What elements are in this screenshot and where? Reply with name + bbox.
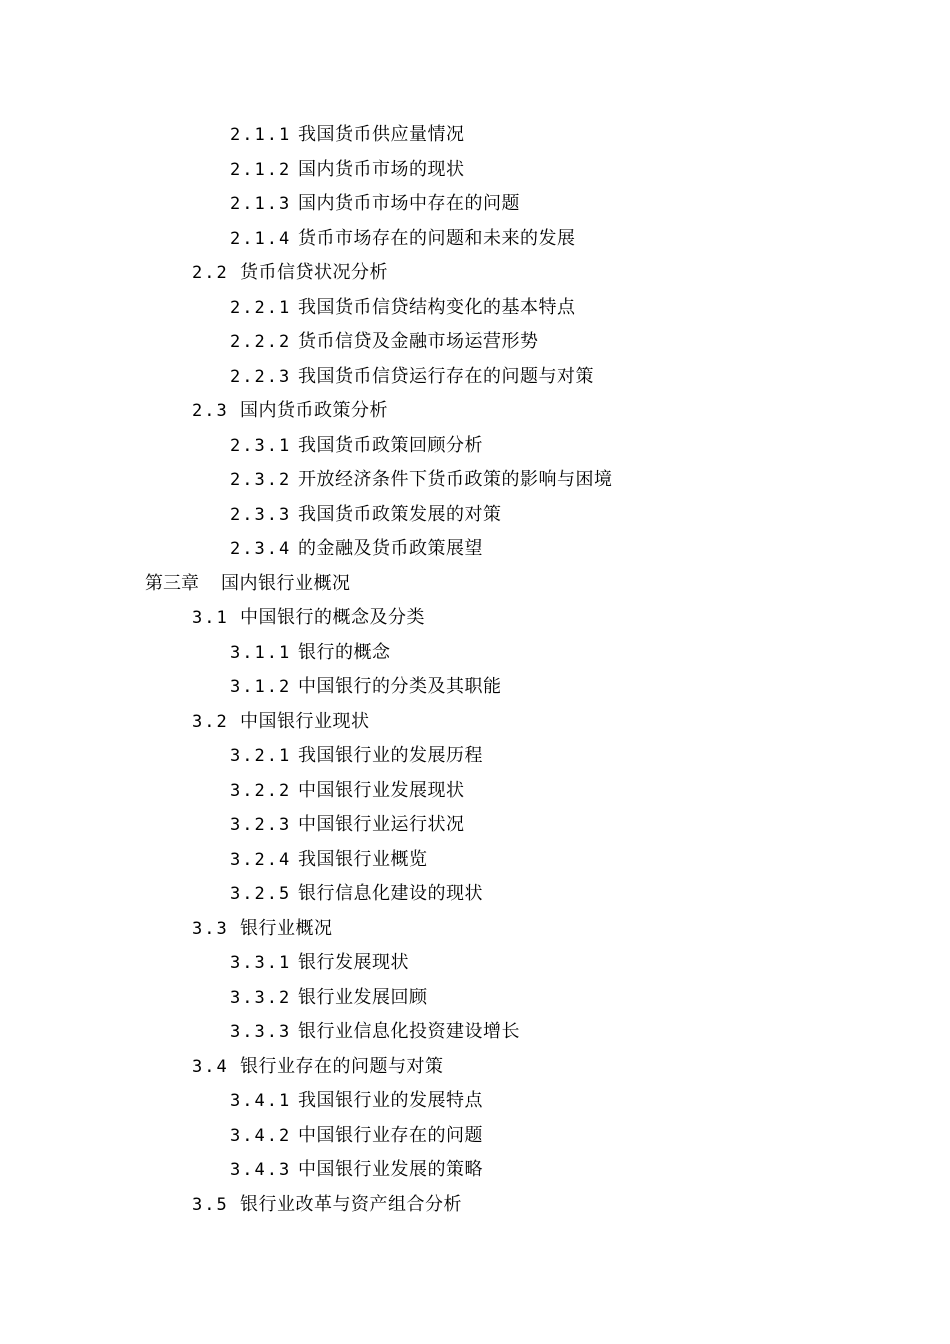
toc-number: 2.1.3 xyxy=(230,194,292,214)
toc-number: 2.3.4 xyxy=(230,539,292,559)
toc-title: 中国银行业存在的问题 xyxy=(298,1124,483,1146)
toc-number: 3.1.1 xyxy=(230,642,292,663)
toc-entry-2-1-3 xyxy=(0,187,950,222)
toc-title: 中国银行的概念及分类 xyxy=(240,607,425,628)
toc-entry-2-2-2 xyxy=(0,325,950,360)
toc-number: 3.2.2 xyxy=(230,780,292,801)
toc-title: 银行业信息化投资建设增长 xyxy=(298,1021,520,1042)
toc-title: 银行发展现状 xyxy=(298,952,409,973)
toc-entry-3-2-2 xyxy=(0,774,950,809)
toc-entry-3-3-1 xyxy=(0,946,950,981)
toc-number: 3.4.1 xyxy=(230,1091,292,1111)
toc-number: 3.1 xyxy=(192,608,229,628)
toc-title: 银行的概念 xyxy=(298,641,391,663)
toc-entry-3-5 xyxy=(0,1188,950,1223)
toc-entry-3-1-2 xyxy=(0,670,950,705)
toc-title: 中国银行的分类及其职能 xyxy=(298,676,502,697)
toc-entry-3-2-5 xyxy=(0,877,950,912)
toc-title: 银行业发展回顾 xyxy=(298,986,428,1008)
toc-title: 开放经济条件下货币政策的影响与困境 xyxy=(298,469,613,490)
toc-title: 的金融及货币政策展望 xyxy=(298,538,483,559)
toc-title: 货币信贷状况分析 xyxy=(240,262,388,283)
toc-entry-2-3-4 xyxy=(0,532,950,567)
toc-number: 2.1.2 xyxy=(230,159,292,180)
toc-title: 货币市场存在的问题和未来的发展 xyxy=(298,227,576,249)
toc-title: 国内银行业概况 xyxy=(221,572,351,594)
toc-entry-2-1-2 xyxy=(0,153,950,188)
toc-number: 3.2.5 xyxy=(230,884,292,904)
toc-title: 货币信贷及金融市场运营形势 xyxy=(298,331,539,352)
toc-entry-2-1-4 xyxy=(0,222,950,257)
toc-title: 银行信息化建设的现状 xyxy=(298,883,483,904)
toc-title: 我国银行业的发展特点 xyxy=(298,1090,483,1111)
toc-entry-2-3 xyxy=(0,394,950,429)
toc-number: 3.3 xyxy=(192,918,229,939)
toc-entry-3-4-1 xyxy=(0,1084,950,1119)
table-of-contents xyxy=(0,118,950,1222)
toc-number: 2.2 xyxy=(192,263,229,283)
toc-number: 2.3.2 xyxy=(230,470,292,490)
toc-title: 银行业存在的问题与对策 xyxy=(240,1055,444,1077)
toc-number: 3.3.1 xyxy=(230,953,292,973)
toc-entry-3-4-3 xyxy=(0,1153,950,1188)
toc-entry-2-2-1 xyxy=(0,291,950,326)
toc-number: 3.2 xyxy=(192,711,229,732)
toc-entry-3-3-2 xyxy=(0,981,950,1016)
toc-title: 中国银行业现状 xyxy=(240,710,370,732)
toc-title: 我国货币信贷运行存在的问题与对策 xyxy=(298,365,594,387)
toc-title: 中国银行业发展现状 xyxy=(298,779,465,801)
toc-entry-3-3-3 xyxy=(0,1015,950,1050)
toc-entry-3-2-1 xyxy=(0,739,950,774)
toc-number: 2.3 xyxy=(192,401,229,421)
toc-entry-3-1 xyxy=(0,601,950,636)
toc-number: 2.3.3 xyxy=(230,504,292,525)
toc-title: 我国银行业概览 xyxy=(298,848,428,870)
toc-title: 我国货币供应量情况 xyxy=(298,124,465,145)
toc-title: 银行业概况 xyxy=(240,917,333,939)
toc-number: 2.1.4 xyxy=(230,228,292,249)
toc-number: 3.1.2 xyxy=(230,677,292,697)
toc-number: 3.3.3 xyxy=(230,1022,292,1042)
toc-entry-3-2-3 xyxy=(0,808,950,843)
toc-title: 银行业改革与资产组合分析 xyxy=(240,1193,462,1215)
toc-number: 2.2.1 xyxy=(230,297,292,318)
toc-title: 我国银行业的发展历程 xyxy=(298,745,483,766)
toc-number: 2.2.3 xyxy=(230,366,292,387)
toc-entry-2-3-3 xyxy=(0,498,950,533)
toc-title: 国内货币市场的现状 xyxy=(298,158,465,180)
toc-entry-2-3-1 xyxy=(0,429,950,464)
toc-number: 3.4 xyxy=(192,1056,229,1077)
toc-chapter-3 xyxy=(0,567,950,602)
toc-entry-3-2 xyxy=(0,705,950,740)
toc-entry-3-4-2 xyxy=(0,1119,950,1154)
toc-title: 我国货币信贷结构变化的基本特点 xyxy=(298,296,576,318)
toc-number: 3.2.4 xyxy=(230,849,292,870)
toc-number: 3.4.3 xyxy=(230,1160,292,1180)
toc-number: 3.3.2 xyxy=(230,987,292,1008)
toc-number: 3.5 xyxy=(192,1194,229,1215)
toc-entry-2-2 xyxy=(0,256,950,291)
toc-entry-3-2-4 xyxy=(0,843,950,878)
toc-number: 2.3.1 xyxy=(230,435,292,456)
toc-number: 3.2.1 xyxy=(230,746,292,766)
toc-title: 中国银行业发展的策略 xyxy=(298,1159,483,1180)
toc-entry-2-2-3 xyxy=(0,360,950,395)
toc-entry-3-1-1 xyxy=(0,636,950,671)
toc-chapter-number: 第三章 xyxy=(145,572,199,594)
toc-title: 我国货币政策发展的对策 xyxy=(298,503,502,525)
toc-number: 2.2.2 xyxy=(230,332,292,352)
toc-entry-3-3 xyxy=(0,912,950,947)
toc-number: 2.1.1 xyxy=(230,125,292,145)
toc-title: 我国货币政策回顾分析 xyxy=(298,434,483,456)
toc-entry-3-4 xyxy=(0,1050,950,1085)
toc-entry-2-3-2 xyxy=(0,463,950,498)
toc-number: 3.4.2 xyxy=(230,1125,292,1146)
toc-title: 中国银行业运行状况 xyxy=(298,814,465,835)
toc-title: 国内货币政策分析 xyxy=(240,400,388,421)
toc-entry-2-1-1 xyxy=(0,118,950,153)
toc-title: 国内货币市场中存在的问题 xyxy=(298,193,520,214)
toc-number: 3.2.3 xyxy=(230,815,292,835)
